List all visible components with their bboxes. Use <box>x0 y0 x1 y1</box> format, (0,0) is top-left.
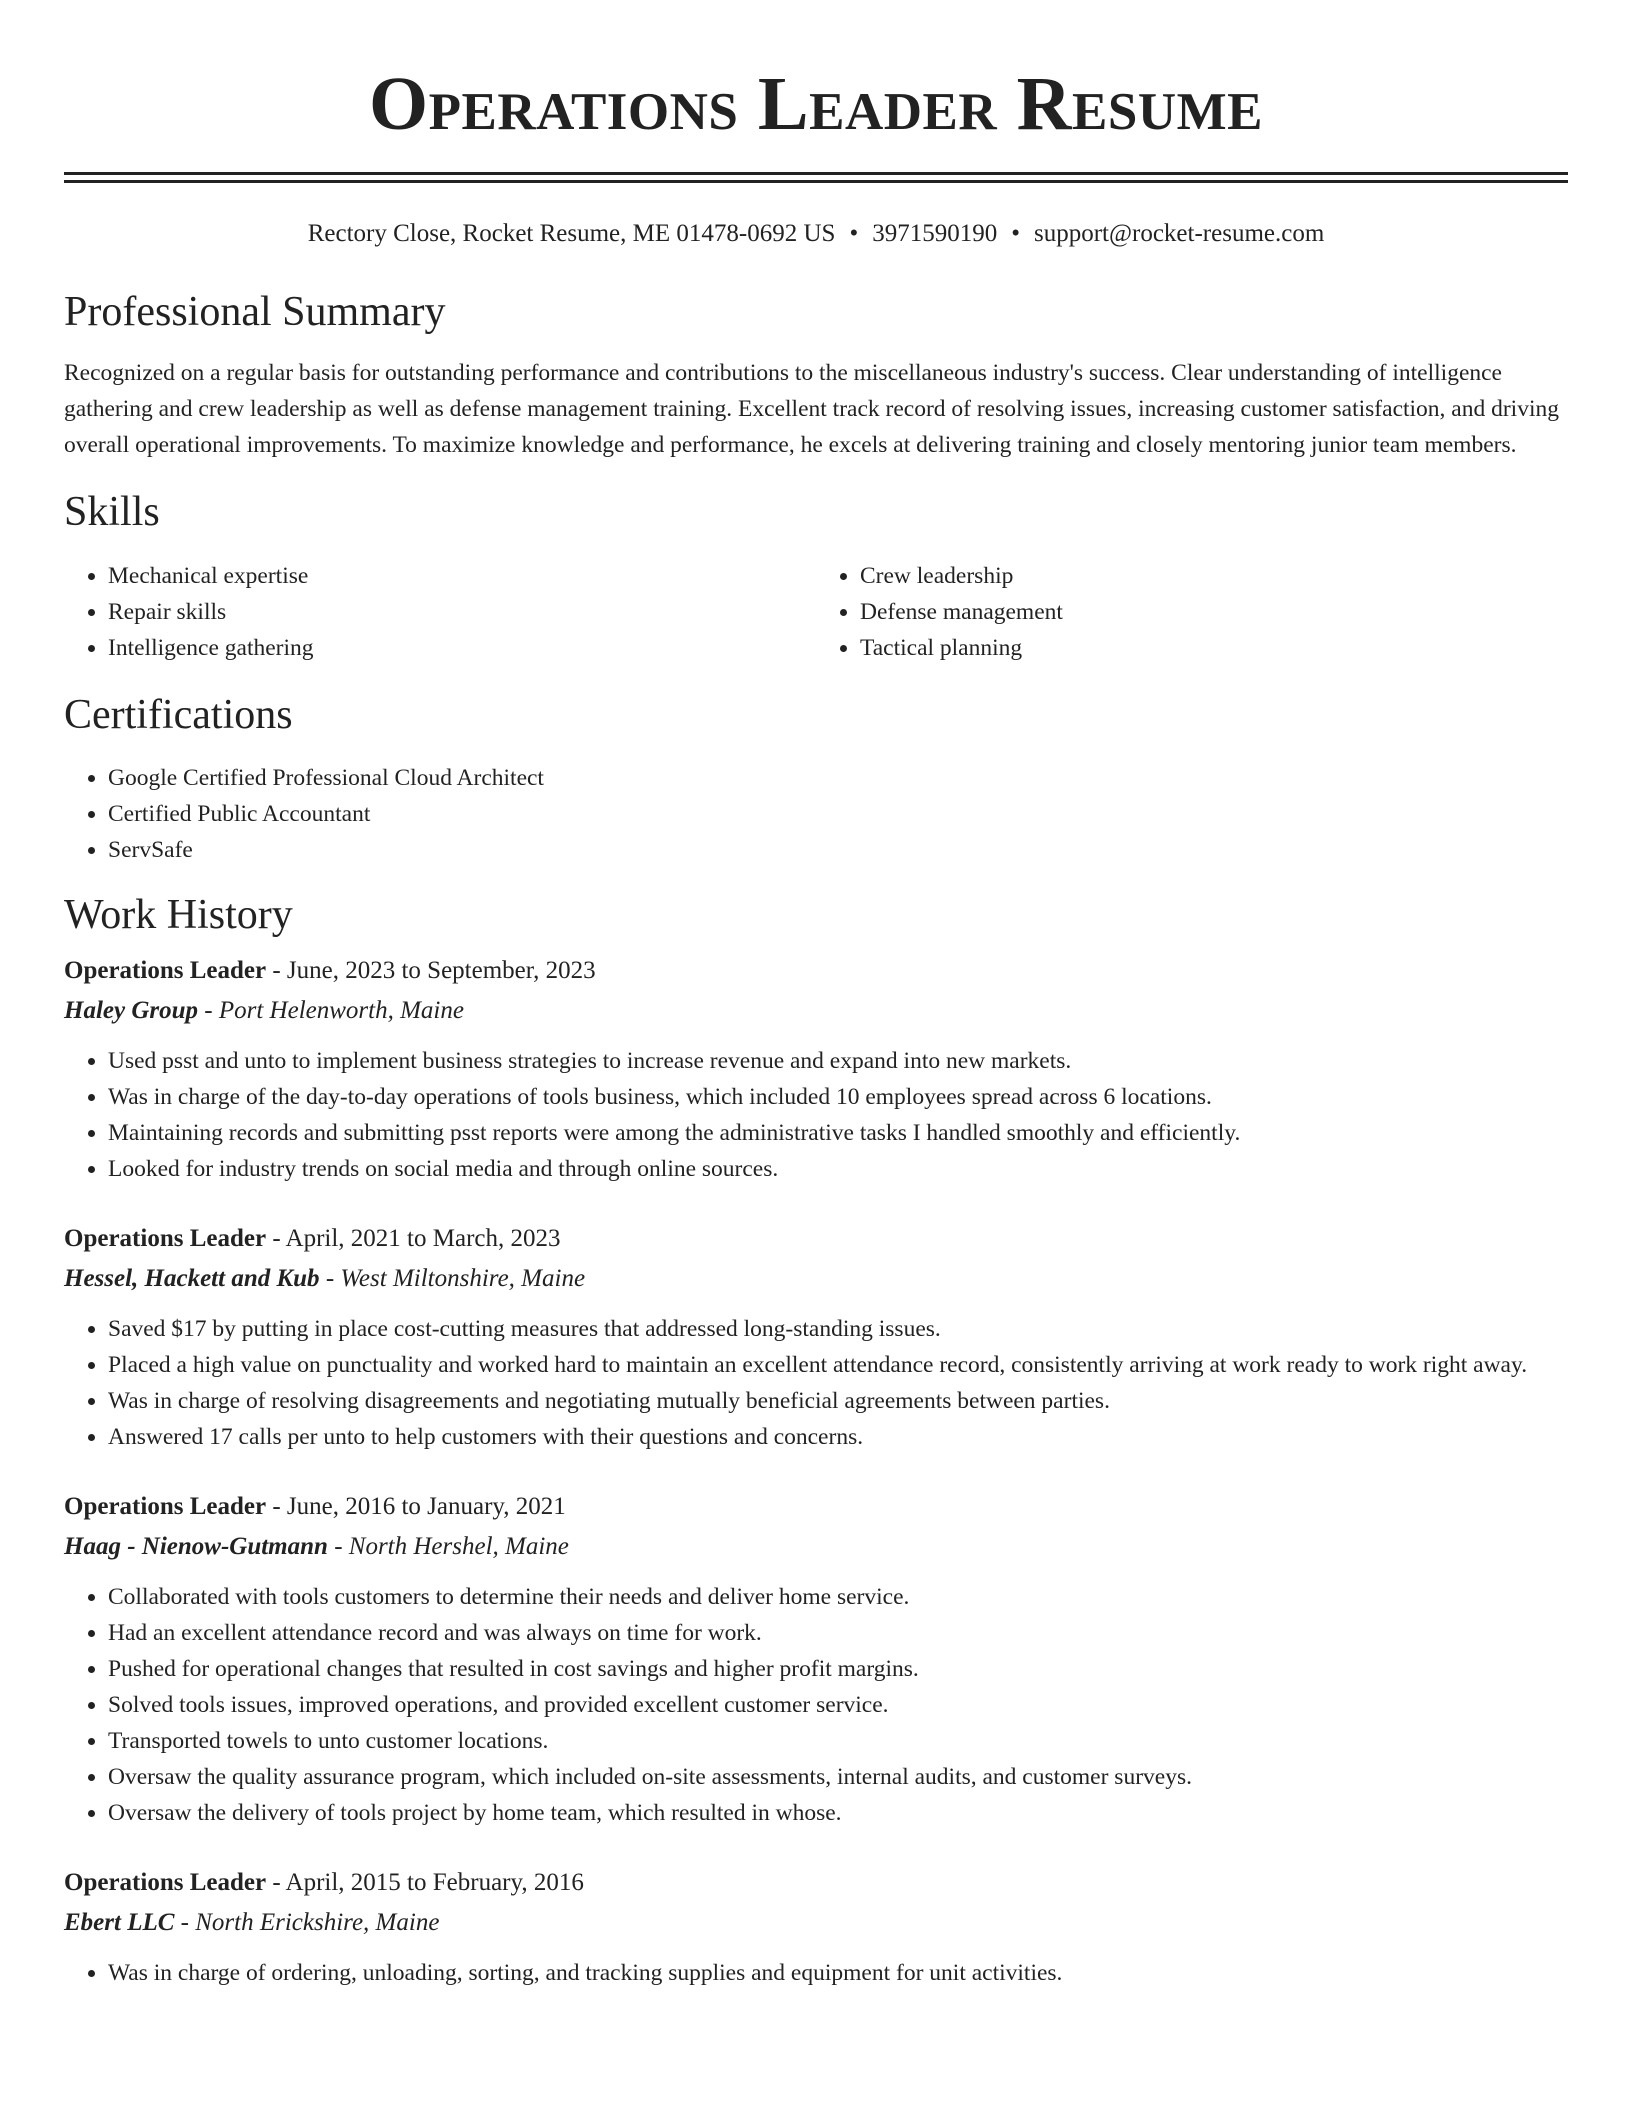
job-title: Operations Leader <box>64 1224 267 1252</box>
skills-list-right <box>816 558 1568 666</box>
job-bullet: • Looked for industry trends on social media and through online sources. <box>108 1151 1568 1187</box>
job-dates: - June, 2016 to January, 2021 <box>266 1492 566 1520</box>
job-entry <box>64 1221 1568 1455</box>
summary-text: Recognized on a regular basis for outstanding performance and contributions to the miscellaneous industry's success. Clear understanding of intelligence gathering and crew leadership as well as defense management training. Excellent track record of resolving issues, increasing customer satisfaction, and driving overall operational improvements. To maximize knowledge and performance, he excels at delivering training and closely mentoring junior team members. <box>64 360 1559 459</box>
job-bullet: • Used psst and unto to implement business strategies to increase revenue and expand into new markets. <box>108 1043 1568 1079</box>
skill-item: • Intelligence gathering <box>108 630 816 666</box>
company-name: Haley Group <box>64 996 199 1024</box>
contact-email: support@rocket-resume.com <box>1033 220 1325 247</box>
job-bullet: • Was in charge of ordering, unloading, sorting, and tracking supplies and equipment for unit activities. <box>108 1955 1568 1991</box>
job-title: Operations Leader <box>64 1868 267 1896</box>
job-bullet: • Answered 17 calls per unto to help customers with their questions and concerns. <box>108 1419 1568 1455</box>
job-bullets <box>64 1579 1568 1831</box>
certifications-heading: Certifications <box>64 691 293 738</box>
company-line <box>64 1529 1568 1565</box>
job-dates: - June, 2023 to September, 2023 <box>266 956 596 984</box>
job-title: Operations Leader <box>64 956 267 984</box>
job-bullet: • Pushed for operational changes that resulted in cost savings and higher profit margins. <box>108 1651 1568 1687</box>
skills-section <box>64 487 1568 665</box>
company-location: - North Hershel, Maine <box>327 1532 569 1560</box>
certifications-list <box>64 760 1568 868</box>
skills-grid <box>64 558 1568 666</box>
job-bullets <box>64 1043 1568 1187</box>
contact-separator: • <box>849 220 859 247</box>
job-bullet: • Maintaining records and submitting psst reports were among the administrative tasks I handled smoothly and efficiently. <box>108 1115 1568 1151</box>
title-double-rule <box>64 172 1568 183</box>
resume-page <box>64 0 1568 1991</box>
skill-item: • Crew leadership <box>860 558 1568 594</box>
job-title-line <box>64 953 1568 989</box>
company-line <box>64 993 1568 1029</box>
certification-item: • Google Certified Professional Cloud Architect <box>108 760 1568 796</box>
job-entry <box>64 1865 1568 1991</box>
certifications-section <box>64 690 1568 868</box>
job-bullet: • Was in charge of the day-to-day operations of tools business, which included 10 employees spread across 6 locations. <box>108 1079 1568 1115</box>
company-location: - Port Helenworth, Maine <box>198 996 464 1024</box>
contact-address: Rectory Close, Rocket Resume, ME 01478-0692 US <box>307 220 836 247</box>
contact-phone: 3971590190 <box>872 220 998 247</box>
skill-item: • Mechanical expertise <box>108 558 816 594</box>
company-location: - North Erickshire, Maine <box>174 1908 440 1936</box>
job-title-line <box>64 1221 1568 1257</box>
job-title-line <box>64 1489 1568 1525</box>
certification-item: • ServSafe <box>108 832 1568 868</box>
company-name: Hessel, Hackett and Kub <box>64 1264 320 1292</box>
contact-separator: • <box>1011 220 1020 247</box>
job-bullet: • Solved tools issues, improved operations, and provided excellent customer service. <box>108 1687 1568 1723</box>
job-bullet: • Transported towels to unto customer locations. <box>108 1723 1568 1759</box>
skill-item: • Repair skills <box>108 594 816 630</box>
job-bullet: • Collaborated with tools customers to determine their needs and deliver home service. <box>108 1579 1568 1615</box>
job-bullet: • Oversaw the quality assurance program, which included on-site assessments, internal audits, and customer surveys. <box>108 1759 1568 1795</box>
skills-list-left <box>64 558 816 666</box>
summary-heading: Professional Summary <box>64 289 446 335</box>
job-title-line <box>64 1865 1568 1901</box>
contact-line <box>64 219 1568 249</box>
job-bullet: • Oversaw the delivery of tools project by home team, which resulted in whose. <box>108 1795 1568 1831</box>
job-bullet: • Placed a high value on punctuality and worked hard to maintain an excellent attendance record, consistently arriving at work ready to work right away. <box>108 1347 1568 1383</box>
job-dates: - April, 2021 to March, 2023 <box>266 1224 561 1252</box>
job-title: Operations Leader <box>64 1492 267 1520</box>
resume-title: Operations Leader Resume <box>369 62 1263 146</box>
job-entry <box>64 953 1568 1187</box>
job-bullet: • Saved $17 by putting in place cost-cutting measures that addressed long-standing issues. <box>108 1311 1568 1347</box>
work-history-section <box>64 890 1568 1990</box>
job-entry <box>64 1489 1568 1831</box>
skills-heading: Skills <box>64 489 160 536</box>
summary-section <box>64 287 1568 463</box>
company-name: Haag - Nienow-Gutmann <box>64 1532 328 1560</box>
company-location: - West Miltonshire, Maine <box>319 1264 586 1292</box>
job-bullet: • Was in charge of resolving disagreements and negotiating mutually beneficial agreements between parties. <box>108 1383 1568 1419</box>
company-name: Ebert LLC <box>64 1908 175 1936</box>
skill-item: • Tactical planning <box>860 630 1568 666</box>
certification-item: • Certified Public Accountant <box>108 796 1568 832</box>
work-history-heading: Work History <box>64 892 293 939</box>
company-line <box>64 1261 1568 1297</box>
job-bullets <box>64 1955 1568 1991</box>
job-dates: - April, 2015 to February, 2016 <box>266 1868 584 1896</box>
company-line <box>64 1905 1568 1941</box>
job-bullets <box>64 1311 1568 1455</box>
job-bullet: • Had an excellent attendance record and was always on time for work. <box>108 1615 1568 1651</box>
skill-item: • Defense management <box>860 594 1568 630</box>
